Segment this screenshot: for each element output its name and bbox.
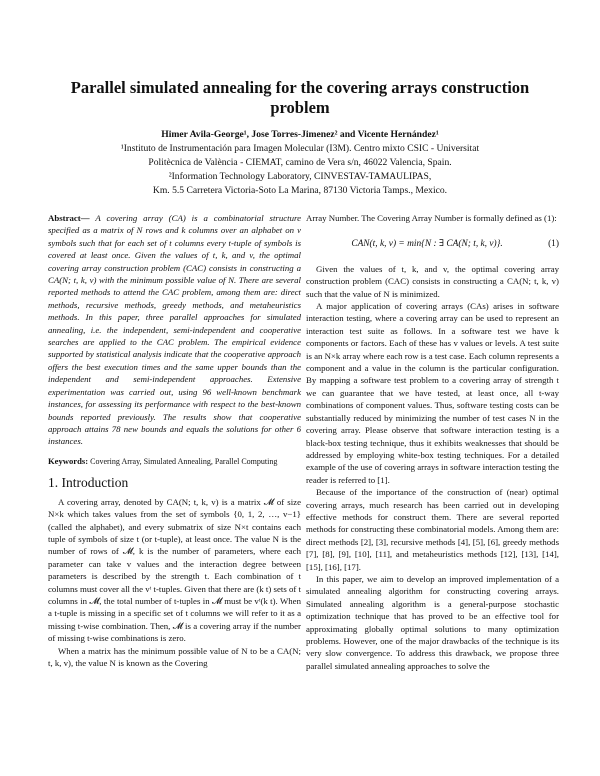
intro-paragraph-4: A major application of covering arrays (CAs) arises in software interaction testing, where a covering array can be used to represent an interaction test suite as follows. In a software test we have k components or factors. Each of these has v values or levels. A test suite is an N×k array where each row is a test case. Each column represents a component and a value in the column is the particular configuration. By mapping a software test problem to a covering array of strength t we can guarantee that we have tested, at least once, all t-way combinations of component values. Thus, software testing costs can be substantially reduced by minimizing the number of test cases N in the covering array. Please observe that software interaction testing is a black-box testing technique, thus it exhibits weaknesses that should be addressed by employing white-box testing techniques. For a detailed example of the use of covering arrays in software interaction testing the reader is referred to [1]. bbox=[306, 301, 559, 485]
abstract bbox=[48, 212, 301, 448]
intro-paragraph-1: A covering array, denoted by CA(N; t, k, v) is a matrix 𝓜 of size N×k which takes values from the set of symbols {0, 1, 2, …, v−1} (called the alphabet), and every submatrix of size N×t contains each tuple of symbols of size t (or t-tuple), at least once. The value N is the number of rows of 𝓜, k is the number of parameters, where each parameter can take v values and the interaction degree between parameters is described by the strength t. Each combination of t columns must cover all the vᵗ t-tuples. Given that there are (k t) sets of t columns in 𝓜, the total number of t-tuples in 𝓜 must be vᵗ(k t). When a t-tuple is missing in a specific set of t columns we will refer to it as a missing t-wise combination. Then, 𝓜 is a covering array if the number of missing t-wise combinations is zero. bbox=[48, 496, 301, 644]
abstract-text: A covering array (CA) is a combinatorial structure specified as a matrix of N rows and k columns over an alphabet on v symbols such that for each set of t columns every t-tuple of symbols is covered at least once. Given the values of t, k, and v, the optimal covering array construction problem (CAC) consists in constructing a CA(N; t, k, v) with the minimum possible value of N. There are several reported methods to attend the CAC problem, among them are: direct methods, recursive methods, greedy methods, and metaheuristics methods. In this paper, three parallel approaches for simulated annealing, i.e. the independent, semi-independent and cooperative searches are applied to the CAC problem. The empirical evidence supported by statistical analysis indicate that the cooperative approach offers the best execution times and the same upper bounds than the independent and semi-independent approaches. Extensive experimentation was carried out, using 96 well-known benchmark instances, for assessing its performance with respect to the best-known bounds reported previously. The results show that cooperative approach attains 78 new bounds and equals the solutions for other 6 instances. bbox=[48, 213, 301, 447]
abstract-label: Abstract— bbox=[48, 213, 90, 223]
intro-paragraph-5: Because of the importance of the construction of (near) optimal covering arrays, much research has been carried out in developing effective methods for construct them. There are several reported methods for constructing these combinatorial models. Among them are: direct methods [2], [3], recursive methods [4], [5], [6], greedy methods [7], [8], [9], [10], [11], and metaheuristics methods [12], [13], [14], [15], [16], [17]. bbox=[306, 487, 559, 572]
author-block bbox=[40, 128, 560, 198]
paper-title: Parallel simulated annealing for the covering arrays construction problem bbox=[70, 78, 530, 117]
author-names: Himer Avila-George¹, Jose Torres-Jimenez² and Vicente Hernández¹ bbox=[161, 129, 439, 140]
intro-paragraph-3: Given the values of t, k, and v, the optimal covering array construction problem (CAC) consists in constructing a CA(N; t, k, v) such that the value of N is minimized. bbox=[306, 263, 559, 299]
right-column bbox=[306, 212, 559, 672]
intro-paragraph-6: In this paper, we aim to develop an improved implementation of a simulated annealing algorithm for constructing covering arrays. Simulated annealing algorithm is a general-purpose stochastic optimization technique that has proved to be an effective tool for approximating globally optimal solutions to many optimization problems. However, one of the major drawbacks of the technique is its very slow convergence. To address this drawback, we propose three parallel simulated annealing approaches to solve the bbox=[306, 573, 559, 671]
intro-paragraph-2: When a matrix has the minimum possible value of N to be a CA(N; t, k, v), the value N is known as the Covering bbox=[48, 645, 301, 668]
affiliation-1-line-2: Politècnica de València - CIEMAT, camino de Vera s/n, 46022 Valencia, Spain. bbox=[148, 157, 452, 168]
equation-1 bbox=[306, 238, 559, 250]
equation-body: CAN(t, k, v) = min{N : ∃ CA(N; t, k, v)}. bbox=[351, 239, 503, 250]
intro-paragraph-2-continued: Array Number. The Covering Array Number is formally defined as (1): bbox=[306, 213, 557, 223]
affiliation-2-line-1: ²Information Technology Laboratory, CINVESTAV-TAMAULIPAS, bbox=[168, 171, 432, 182]
section-heading-introduction: 1. Introduction bbox=[48, 474, 129, 490]
left-column bbox=[48, 212, 301, 669]
keywords-label: Keywords: bbox=[48, 455, 89, 466]
equation-number: (1) bbox=[548, 239, 559, 250]
keywords-text: Covering Array, Simulated Annealing, Parallel Computing bbox=[90, 456, 278, 466]
affiliation-1-line-1: ¹Instituto de Instrumentación para Imagen Molecular (I3M). Centro mixto CSIC - Universitat bbox=[120, 143, 480, 154]
keywords bbox=[48, 456, 301, 467]
affiliation-2-line-2: Km. 5.5 Carretera Victoria-Soto La Marina, 87130 Victoria Tamps., Mexico. bbox=[152, 185, 448, 196]
